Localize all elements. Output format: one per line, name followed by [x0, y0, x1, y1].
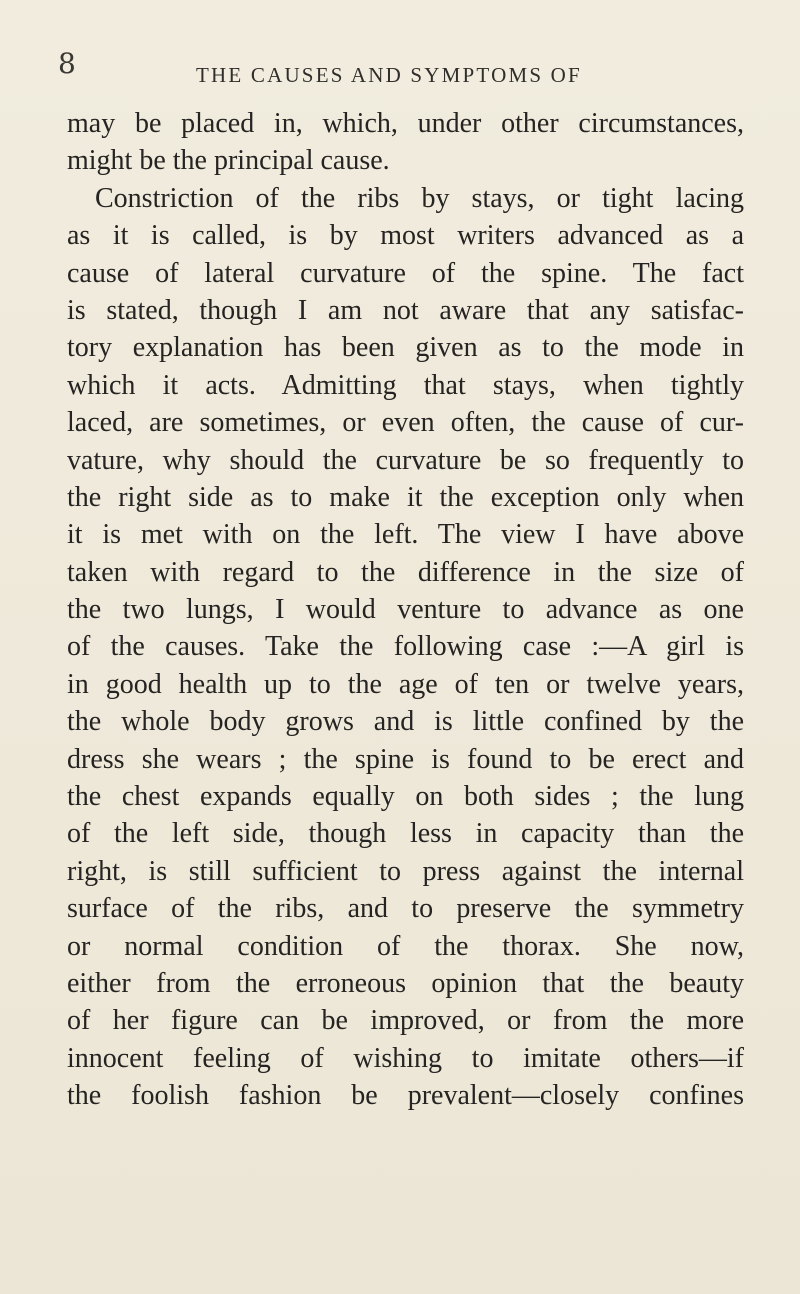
text-line: vature, why should the curvature be so frequently to	[67, 444, 744, 476]
text-line: of the causes. Take the following case :—A girl is	[67, 631, 744, 663]
body-text	[67, 105, 744, 1115]
text-line: the chest expands equally on both sides ; the lung	[67, 781, 744, 813]
text-line: as it is called, is by most writers advanced as a	[67, 220, 744, 252]
text-line: surface of the ribs, and to preserve the symmetry	[67, 893, 744, 925]
text-line: of her figure can be improved, or from the more	[67, 1005, 744, 1037]
text-line: might be the principal cause.	[67, 145, 390, 177]
text-line: or normal condition of the thorax. She now,	[67, 930, 744, 962]
text-line: is stated, though I am not aware that any satisfac-	[67, 294, 744, 326]
text-line: the two lungs, I would venture to advance as one	[67, 594, 744, 626]
text-line: laced, are sometimes, or even often, the cause of cur-	[67, 407, 744, 439]
text-line: of the left side, though less in capacity than the	[67, 818, 744, 850]
running-head: THE CAUSES AND SYMPTOMS OF	[196, 63, 582, 87]
text-line: right, is still sufficient to press against the internal	[67, 855, 744, 887]
page-number: 8	[58, 47, 76, 80]
text-line: tory explanation has been given as to the mode in	[67, 332, 744, 364]
text-line: cause of lateral curvature of the spine. The fact	[67, 257, 744, 289]
text-line: which it acts. Admitting that stays, when tightly	[67, 369, 744, 401]
text-line: it is met with on the left. The view I have above	[67, 519, 744, 551]
text-line: the right side as to make it the exception only when	[67, 481, 744, 513]
paragraph-start-line: Constriction of the ribs by stays, or tight lacing	[95, 182, 744, 214]
text-line: in good health up to the age of ten or twelve years,	[67, 668, 744, 700]
text-line: the whole body grows and is little confined by the	[67, 706, 744, 738]
text-line: dress she wears ; the spine is found to be erect and	[67, 743, 744, 775]
text-line: either from the erroneous opinion that the beauty	[67, 967, 744, 999]
text-line: innocent feeling of wishing to imitate others—if	[67, 1042, 744, 1074]
text-line: taken with regard to the difference in the size of	[67, 556, 744, 588]
text-line: the foolish fashion be prevalent—closely confines	[67, 1080, 744, 1112]
text-line: may be placed in, which, under other circumstances,	[67, 108, 744, 139]
